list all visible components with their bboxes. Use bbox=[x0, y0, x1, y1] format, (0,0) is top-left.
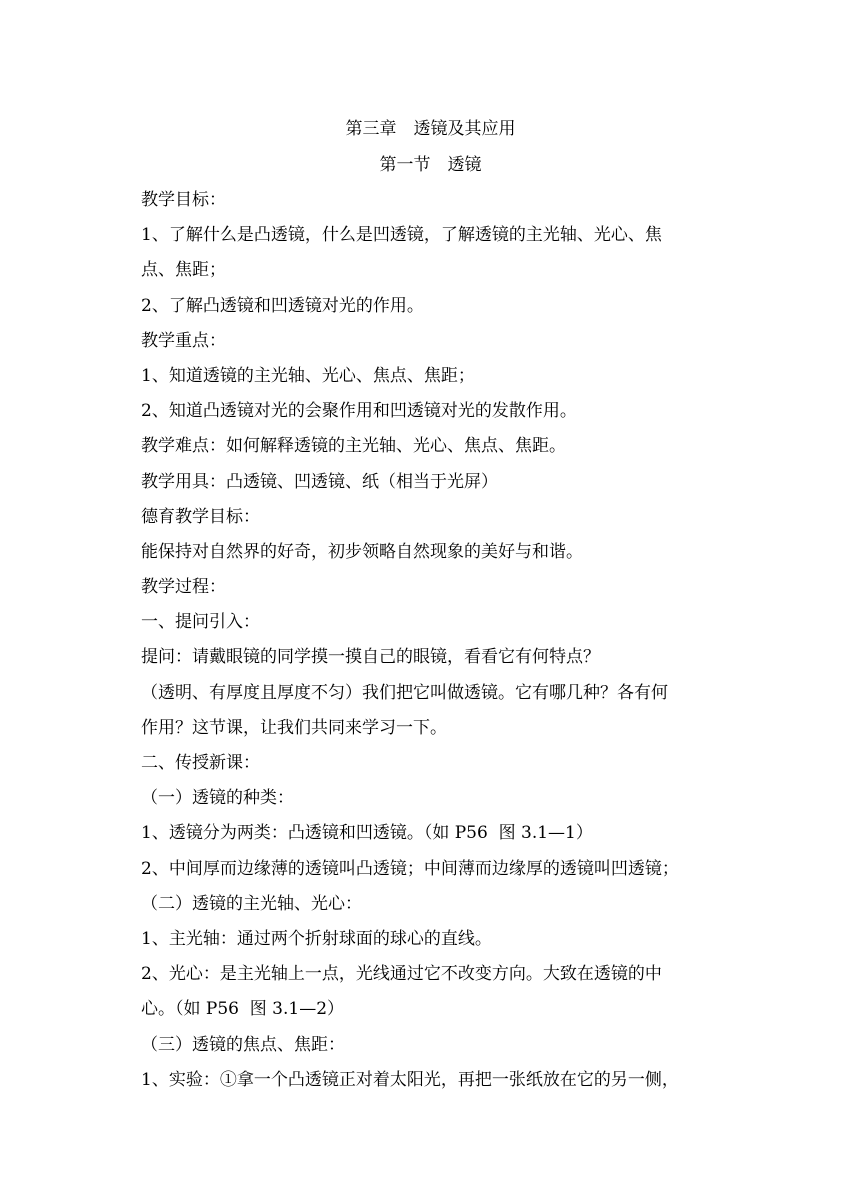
text-line: （三）透镜的焦点、焦距： bbox=[141, 1034, 345, 1055]
text-line: 德育教学目标： bbox=[141, 506, 260, 527]
text-line: 二、传授新课： bbox=[141, 753, 260, 773]
text-line: （一）透镜的种类： bbox=[141, 788, 294, 809]
text-line: 1、知道透镜的主光轴、光心、焦点、焦距； bbox=[141, 365, 475, 386]
text-line: 2、中间厚而边缘薄的透镜叫凸透镜；中间薄而边缘厚的透镜叫凹透镜； bbox=[141, 858, 679, 879]
document-body bbox=[141, 188, 731, 1103]
text-line: 1、主光轴：通过两个折射球面的球心的直线。 bbox=[141, 928, 492, 949]
text-line: 1、了解什么是凸透镜，什么是凹透镜，了解透镜的主光轴、光心、焦 bbox=[141, 225, 662, 246]
text-line: 1、透镜分为两类：凸透镜和凹透镜。（如 P56 图 3.1—1） bbox=[141, 823, 593, 844]
text-line: 能保持对自然界的好奇，初步领略自然现象的美好与和谐。 bbox=[141, 541, 583, 562]
text-line: （透明、有厚度且厚度不匀）我们把它叫做透镜。它有哪几种？各有何 bbox=[141, 682, 668, 703]
text-line: 心。（如 P56 图 3.1—2） bbox=[141, 999, 345, 1020]
chapter-title: 第三章 透镜及其应用 bbox=[345, 119, 516, 139]
text-line: 点、焦距； bbox=[141, 260, 226, 281]
text-line: 作用？这节课，让我们共同来学习一下。 bbox=[141, 717, 447, 738]
text-line: 教学用具：凸透镜、凹透镜、纸（相当于光屏） bbox=[141, 471, 498, 492]
text-line: 教学过程： bbox=[141, 577, 226, 598]
text-line: 提问：请戴眼镜的同学摸一摸自己的眼镜，看看它有何特点？ bbox=[141, 647, 600, 668]
text-line: 教学难点：如何解释透镜的主光轴、光心、焦点、焦距。 bbox=[141, 436, 566, 457]
text-line: 2、光心：是主光轴上一点，光线通过它不改变方向。大致在透镜的中 bbox=[141, 964, 662, 985]
text-line: 教学重点： bbox=[141, 330, 226, 351]
text-line: （二）透镜的主光轴、光心： bbox=[141, 893, 362, 914]
text-line: 1、实验：①拿一个凸透镜正对着太阳光，再把一张纸放在它的另一侧， bbox=[141, 1069, 679, 1090]
text-line: 2、知道凸透镜对光的会聚作用和凹透镜对光的发散作用。 bbox=[141, 401, 577, 422]
text-line: 教学目标： bbox=[141, 190, 226, 210]
text-line: 2、了解凸透镜和凹透镜对光的作用。 bbox=[141, 295, 424, 316]
section-title: 第一节 透镜 bbox=[379, 155, 482, 175]
text-line: 一、提问引入： bbox=[141, 612, 260, 633]
